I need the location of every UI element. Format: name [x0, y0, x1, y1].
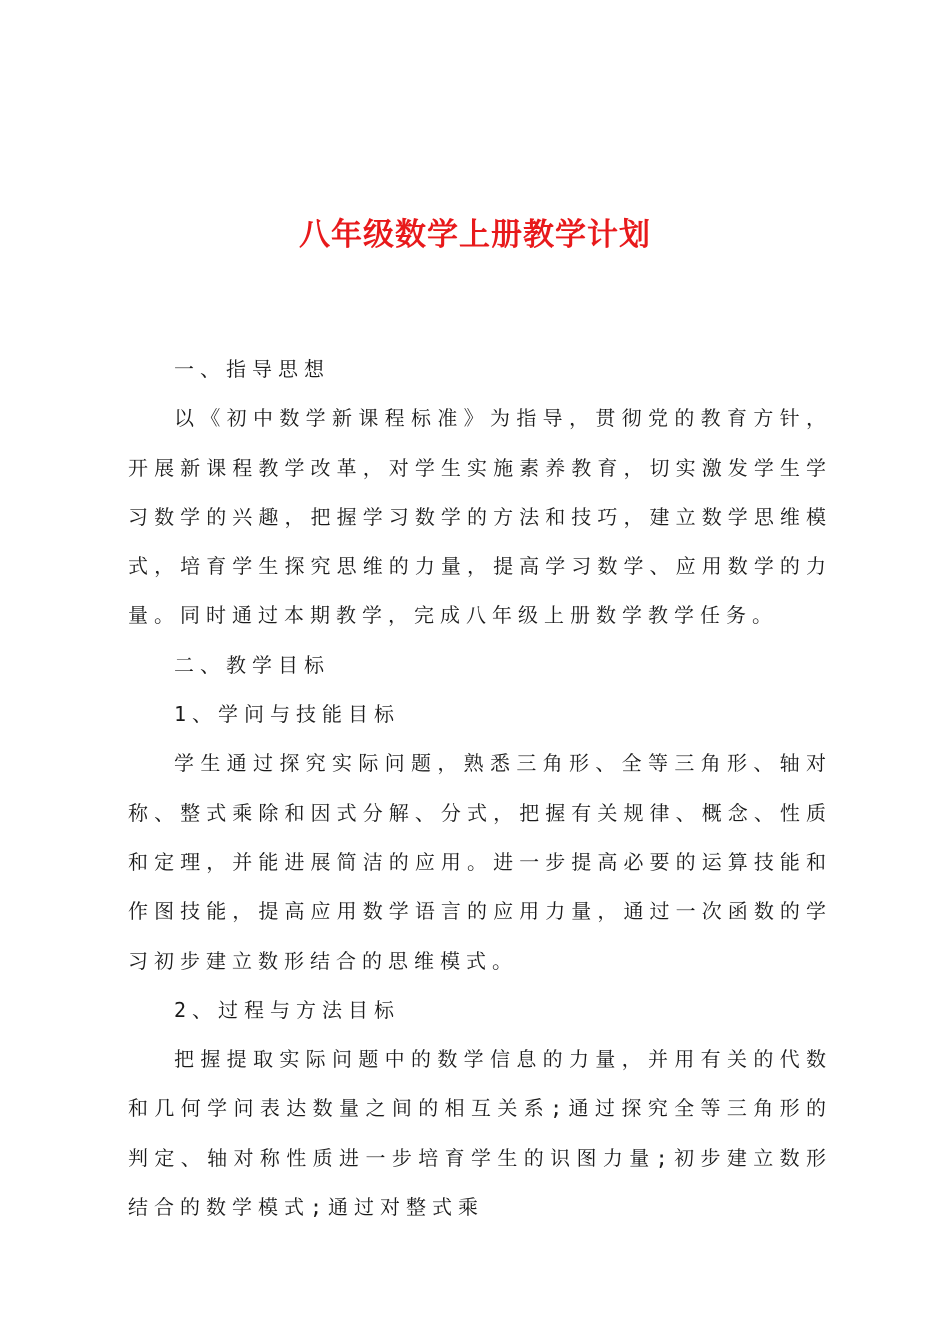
section-heading-teaching-goals: 二、教学目标 [174, 652, 330, 677]
section-heading-guiding-thought: 一、指导思想 [174, 357, 330, 381]
subheading-process-methods: 2、过程与方法目标 [174, 997, 401, 1022]
paragraph-guiding-thought: 以《初中数学新课程标准》为指导，贯彻党的教育方针，开展新课程教学改革，对学生实施素养教育，切实激发学生学习数学的兴趣，把握学习数学的方法和技巧，建立数学思维模式，培育学生探究思维的力量，提高学习数学、应用数学的力量。同时通过本期教学，完成八年级上册数学教学任务。 [128, 406, 832, 628]
document-body [128, 345, 832, 1232]
document-title: 八年级数学上册教学计划 [299, 217, 651, 253]
paragraph-process-methods: 把握提取实际问题中的数学信息的力量，并用有关的代数和几何学问表达数量之间的相互关系;通过探究全等三角形的判定、轴对称性质进一步培育学生的识图力量;初步建立数形结合的数学模式;通过对整式乘 [128, 1047, 832, 1220]
paragraph-knowledge-skills: 学生通过探究实际问题，熟悉三角形、全等三角形、轴对称、整式乘除和因式分解、分式，把握有关规律、概念、性质和定理，并能进展简洁的应用。进一步提高必要的运算技能和作图技能，提高应用数学语言的应用力量，通过一次函数的学习初步建立数形结合的思维模式。 [128, 751, 832, 973]
subheading-knowledge-skills: 1、学问与技能目标 [174, 702, 401, 727]
